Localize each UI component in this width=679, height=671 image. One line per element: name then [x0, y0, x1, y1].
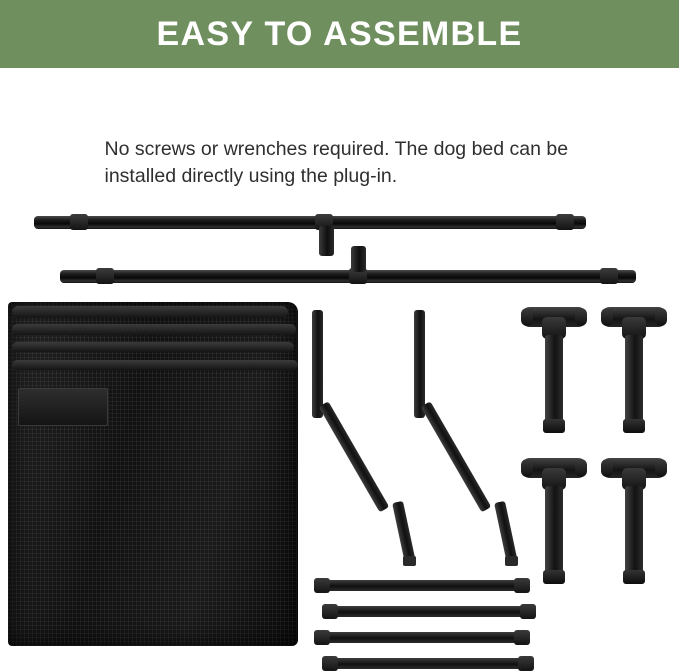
- fabric-cover: [8, 302, 298, 646]
- foot-top-left: [521, 307, 587, 442]
- foot-top-right: [601, 307, 667, 442]
- fabric-corner-pocket: [18, 388, 108, 426]
- foot-bottom-right: [601, 458, 667, 593]
- short-bar-4: [322, 658, 534, 669]
- page-title: EASY TO ASSEMBLE: [156, 15, 523, 53]
- short-bar-1: [314, 580, 530, 591]
- header-banner: [0, 0, 679, 68]
- foot-bottom-left: [521, 458, 587, 593]
- product-parts-photo: [0, 190, 679, 656]
- description-text: No screws or wrenches required. The dog bed can be installed directly using the plug-in.: [104, 137, 569, 188]
- short-bar-2: [322, 606, 536, 617]
- short-bar-3: [314, 632, 530, 643]
